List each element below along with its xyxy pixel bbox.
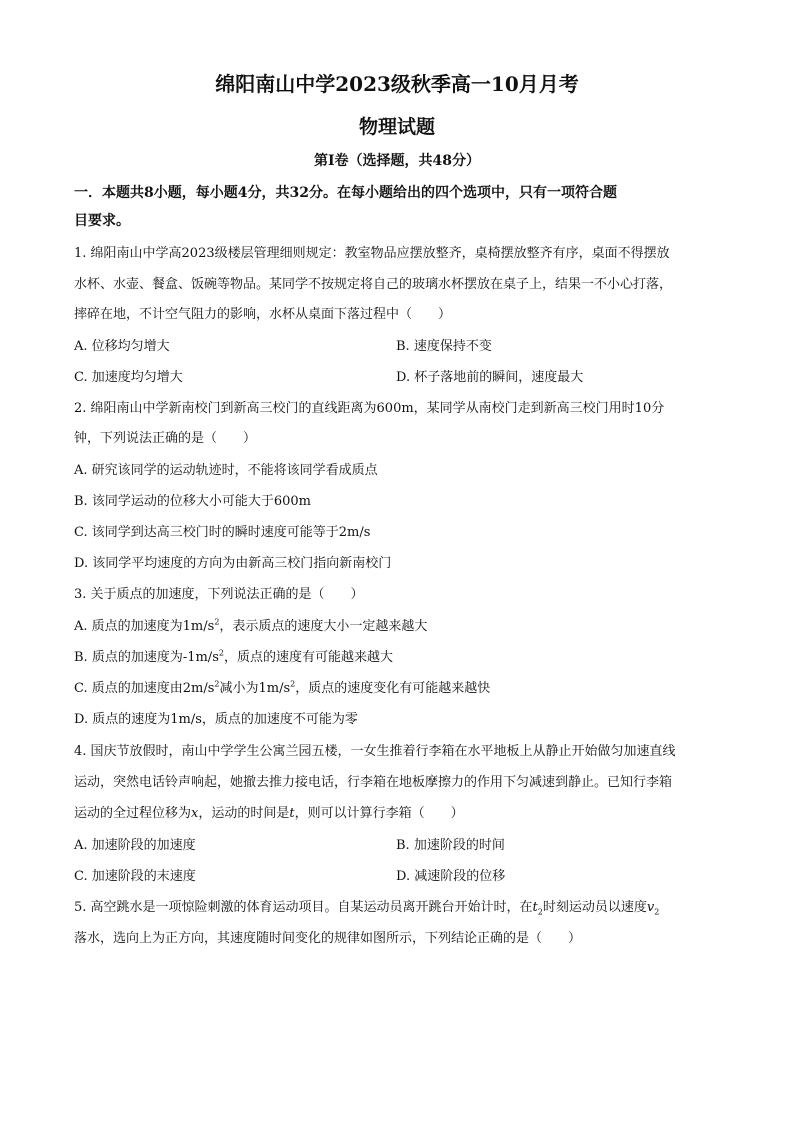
q4-option-b: B. 加速阶段的时间 [396,838,505,853]
q3-option-b-text: B. 质点的加速度为-1m/s [74,650,219,665]
q1-option-d: D. 杯子落地前的瞬间，速度最大 [396,370,584,385]
q5-stem-part-2: 时刻运动员以速度 [542,900,647,915]
q4-stem-part-1: 运动的全过程位移为 [74,806,192,821]
q5-var-t: t [532,900,538,915]
q4-stem-part-3: ，则可以计算行李箱（ ） [294,806,464,821]
q5-stem-line-1 [74,898,734,918]
q3-option-c-middle: 减小为1m/s [219,681,291,696]
q3-option-a-tail: ，表示质点的速度大小一定越来越大 [219,619,428,634]
q4-stem-line-1: 4. 国庆节放假时，南山中学学生公寓兰园五楼，一女生推着行李箱在水平地板上从静止开始做匀加速直线 [74,744,676,759]
q1-stem-line-2: 水杯、水壶、餐盒、饭碗等物品。某同学不按规定将自己的玻璃水杯摆放在桌子上，结果一不小心打落， [74,277,673,292]
q3-option-b [74,648,393,668]
q4-option-a: A. 加速阶段的加速度 [74,838,196,853]
q5-stem-part-1: 5. 高空跳水是一项惊险刺激的体育运动项目。自某运动员离开跳台开始计时，在 [74,900,533,915]
q2-stem-line-1: 2. 绵阳南山中学新南校门到新高三校门的直线距离为600m，某同学从南校门走到新高三校门用时10分 [74,401,665,416]
q5-var-t-subscript: 2 [537,907,543,917]
q3-option-b-exponent: 2 [218,648,224,658]
q5-var-v: v [646,900,655,915]
q3-option-a-text: A. 质点的加速度为1m/s [74,619,215,634]
section-instructions-line-2: 目要求。 [74,213,130,229]
q4-stem-part-2: ，运动的时间是 [198,806,290,821]
q3-option-a-exponent: 2 [214,617,220,627]
q4-option-d: D. 减速阶段的位移 [396,869,506,884]
q2-option-b: B. 该同学运动的位移大小可能大于600m [74,494,311,509]
part-heading: 第Ⅰ卷（选择题，共48分） [313,153,481,169]
q4-stem-line-3 [74,804,734,824]
q2-stem-line-2: 钟，下列说法正确的是（ ） [74,431,257,446]
q4-stem-line-2: 运动，突然电话铃声响起，她撤去推力接电话，行李箱在地板摩擦力的作用下匀减速到静止。已知行李箱 [74,775,673,790]
q2-option-a: A. 研究该同学的运动轨迹时，不能将该同学看成质点 [74,463,378,478]
q3-option-c-exponent-2: 2 [290,679,296,689]
q2-option-c: C. 该同学到达高三校门时的瞬时速度可能等于2m/s [74,525,371,540]
q5-stem-line-2: 落水，选向上为正方向，其速度随时间变化的规律如图所示，下列结论正确的是（ ） [74,931,582,946]
q1-option-c: C. 加速度均匀增大 [74,370,183,385]
q3-option-d: D. 质点的速度为1m/s，质点的加速度不可能为零 [74,712,358,727]
q1-stem-line-1: 1. 绵阳南山中学高2023级楼层管理细则规定：教室物品应摆放整齐，桌椅摆放整齐有序，桌面不得摆放 [74,246,670,261]
q4-option-c: C. 加速阶段的末速度 [74,869,196,884]
q4-var-x: x [191,806,199,821]
q1-option-a: A. 位移均匀增大 [74,339,170,354]
q3-option-c-exponent-1: 2 [214,679,220,689]
subject-title: 物理试题 [358,116,435,138]
q3-option-c-text: C. 质点的加速度由2m/s [74,681,215,696]
q4-var-t: t [289,806,295,821]
q3-option-c-tail: ，质点的速度变化有可能越来越快 [295,681,491,696]
q3-option-a [74,617,427,637]
q3-option-b-tail: ，质点的速度有可能越来越大 [223,650,393,665]
section-instructions-line-1: 一．本题共8小题，每小题4分，共32分。在每小题给出的四个选项中，只有一项符合题 [74,185,617,201]
q1-option-b: B. 速度保持不变 [396,339,492,354]
q1-stem-line-3: 摔碎在地，不计空气阻力的影响，水杯从桌面下落过程中（ ） [74,307,452,322]
q5-var-v-subscript: 2 [654,907,660,917]
q2-option-d: D. 该同学平均速度的方向为由新高三校门指向新南校门 [74,556,392,571]
exam-title: 绵阳南山中学2023级秋季高一10月月考 [215,72,579,96]
q3-stem: 3. 关于质点的加速度，下列说法正确的是（ ） [74,587,364,602]
q3-option-c [74,679,490,699]
